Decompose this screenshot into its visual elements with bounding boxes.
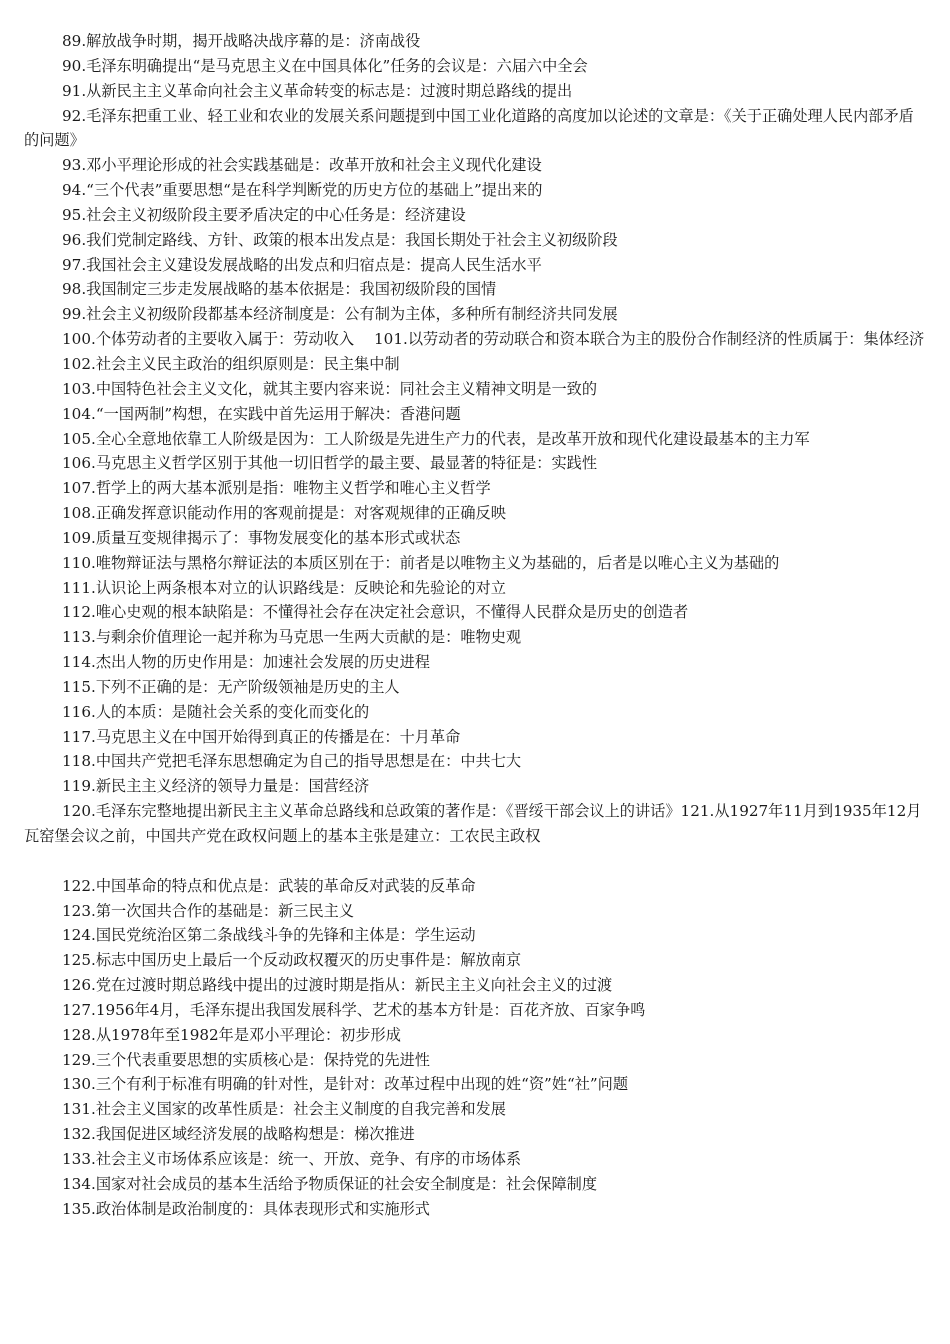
question-97: 97.我国社会主义建设发展战略的出发点和归宿点是：提高人民生活水平 [62,255,542,274]
question-106: 106.马克思主义哲学区别于其他一切旧哲学的最主要、最显著的特征是：实践性 [62,454,598,473]
question-126: 126.党在过渡时期总路线中提出的过渡时期是指从：新民主主义向社会主义的过渡 [62,976,613,995]
question-124: 124.国民党统治区第二条战线斗争的先锋和主体是：学生运动 [62,926,476,945]
question-103: 103.中国特色社会主义文化，就其主要内容来说：同社会主义精神文明是一致的 [62,379,598,398]
question-108: 108.正确发挥意识能动作用的客观前提是：对客观规律的正确反映 [62,504,506,523]
question-98: 98.我国制定三步走发展战略的基本依据是：我国初级阶段的国情 [62,280,497,299]
question-116: 116.人的本质：是随社会关系的变化而变化的 [62,702,370,721]
question-113: 113.与剩余价值理论一起并称为马克思一生两大贡献的是：唯物史观 [62,628,522,647]
question-110: 110.唯物辩证法与黑格尔辩证法的本质区别在于：前者是以唯物主义为基础的，后者是以唯心主义为基础的 [62,553,780,572]
question-128: 128.从1978年至1982年是邓小平理论：初步形成 [62,1025,401,1044]
question-109: 109.质量互变规律揭示了：事物发展变化的基本形式或状态 [62,528,461,547]
question-111: 111.认识论上两条根本对立的认识路线是：反映论和先验论的对立 [62,578,506,597]
question-122: 122.中国革命的特点和优点是：武装的革命反对武装的反革命 [62,876,476,895]
question-117: 117.马克思主义在中国开始得到真正的传播是在：十月革命 [62,727,461,746]
question-107: 107.哲学上的两大基本派别是指：唯物主义哲学和唯心主义哲学 [62,479,491,498]
question-91: 91.从新民主主义革命向社会主义革命转变的标志是：过渡时期总路线的提出 [62,81,573,100]
question-118: 118.中国共产党把毛泽东思想确定为自己的指导思想是在：中共七大 [62,752,522,771]
blank-line [24,849,926,874]
question-102: 102.社会主义民主政治的组织原则是：民主集中制 [62,354,400,373]
question-89: 89.解放战争时期，揭开战略决战序幕的是：济南战役 [62,32,421,50]
question-125: 125.标志中国历史上最后一个反动政权覆灭的历史事件是：解放南京 [62,951,522,970]
question-129: 129.三个代表重要思想的实质核心是：保持党的先进性 [62,1050,430,1069]
question-123: 123.第一次国共合作的基础是：新三民主义 [62,901,355,920]
question-132: 132.我国促进区域经济发展的战略构想是：梯次推进 [62,1125,415,1144]
question-135: 135.政治体制是政治制度的：具体表现形式和实施形式 [62,1199,430,1218]
question-133: 133.社会主义市场体系应该是：统一、开放、竞争、有序的市场体系 [62,1149,522,1168]
question-105: 105.全心全意地依靠工人阶级是因为：工人阶级是先进生产力的代表，是改革开放和现代化建设最基本的主力军 [62,429,810,448]
question-96: 96.我们党制定路线、方针、政策的根本出发点是：我国长期处于社会主义初级阶段 [62,230,618,249]
question-100-101: 100.个体劳动者的主要收入属于：劳动收入 101.以劳动者的劳动联合和资本联合为主的股份合作制经济的性质属于：集体经济 [62,330,925,349]
question-120-121: 120.毛泽东完整地提出新民主主义革命总路线和总政策的著作是：《晋绥干部会议上的讲话》121.从1927年11月到1935年12月瓦窑堡会议之前，中国共产党在政权问题上的基本主张是建立：工农民主政权 [24,802,922,845]
question-127: 127.1956年4月，毛泽东提出我国发展科学、艺术的基本方针是：百花齐放、百家争鸣 [62,1000,646,1019]
question-134: 134.国家对社会成员的基本生活给予物质保证的社会安全制度是：社会保障制度 [62,1174,598,1193]
question-112: 112.唯心史观的根本缺陷是：不懂得社会存在决定社会意识，不懂得人民群众是历史的创造者 [62,603,689,622]
question-92: 92.毛泽东把重工业、轻工业和农业的发展关系问题提到中国工业化道路的高度加以论述的文章是：《关于正确处理人民内部矛盾的问题》 [24,106,914,150]
question-119: 119.新民主主义经济的领导力量是：国营经济 [62,777,370,796]
question-130: 130.三个有利于标准有明确的针对性，是针对：改革过程中出现的姓“资”姓“社”问题 [62,1075,629,1094]
question-90: 90.毛泽东明确提出“是马克思主义在中国具体化”任务的会议是：六届六中全会 [62,56,588,75]
question-131: 131.社会主义国家的改革性质是：社会主义制度的自我完善和发展 [62,1100,506,1119]
question-99: 99.社会主义初级阶段都基本经济制度是：公有制为主体，多种所有制经济共同发展 [62,305,618,324]
question-95: 95.社会主义初级阶段主要矛盾决定的中心任务是：经济建设 [62,205,466,224]
question-115: 115.下列不正确的是：无产阶级领袖是历史的主人 [62,677,400,696]
question-114: 114.杰出人物的历史作用是：加速社会发展的历史进程 [62,653,430,672]
question-104: 104.“一国两制”构想，在实践中首先运用于解决：香港问题 [62,404,461,423]
question-94: 94.“三个代表”重要思想“是在科学判断党的历史方位的基础上”提出来的 [62,181,543,200]
question-93: 93.邓小平理论形成的社会实践基础是：改革开放和社会主义现代化建设 [62,156,542,175]
